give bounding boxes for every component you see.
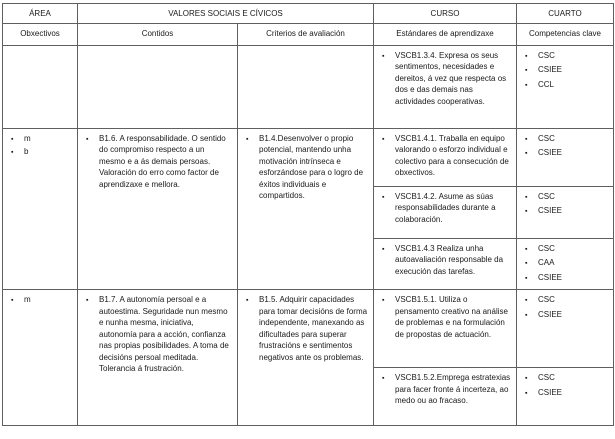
table-row bbox=[3, 128, 614, 186]
estandar-cell bbox=[374, 128, 517, 186]
header-contidos: Contidos bbox=[78, 23, 238, 45]
estandar-text: VSCB1.4.3 Realiza unha autoavaliación responsable da execución das tarefas. bbox=[395, 243, 504, 276]
bullet-icon bbox=[379, 191, 395, 204]
bullet-icon bbox=[522, 372, 538, 385]
estandar-cell bbox=[374, 368, 517, 426]
bullet-icon bbox=[8, 294, 24, 307]
competencia-tag: CSC bbox=[538, 191, 555, 201]
obxectivos-cell bbox=[3, 128, 78, 290]
header-area: ÁREA bbox=[3, 4, 78, 24]
bullet-icon bbox=[522, 257, 538, 270]
header-subject: VALORES SOCIAIS E CÍVICOS bbox=[78, 4, 374, 24]
competencia-tag: CSIEE bbox=[538, 206, 563, 215]
estandar-text: VSCB1.3.4. Expresa os seus sentimentos, necesidades e dereitos, á vez que respecta os dos e das demais nas actividades cooperativas. bbox=[395, 50, 507, 106]
bullet-icon bbox=[83, 133, 99, 146]
bullet-icon bbox=[522, 191, 538, 204]
estandar-cell bbox=[374, 290, 517, 368]
competencias-cell bbox=[517, 186, 614, 238]
bullet-icon bbox=[522, 205, 538, 218]
competencia-tag: CSIEE bbox=[538, 65, 563, 74]
bullet-icon bbox=[83, 294, 99, 307]
contidos-cell bbox=[78, 45, 238, 128]
estandar-cell bbox=[374, 238, 517, 290]
criterio-text: B1.5. Adquirir capacidades para tomar decisións de forma independente, manexando as dificultades para superar frustracións e sentimentos negativos ante os problemas. bbox=[259, 295, 368, 362]
competencia-tag: CCL bbox=[538, 79, 555, 89]
header-row-1 bbox=[3, 4, 614, 24]
table-row bbox=[3, 290, 614, 368]
competencia-tag: CSC bbox=[538, 243, 555, 253]
bullet-icon bbox=[379, 133, 395, 146]
header-obxectivos: Obxectivos bbox=[3, 23, 78, 45]
header-competencias: Competencias clave bbox=[517, 23, 614, 45]
criterio-text: B1.4.Desenvolver o propio potencial, mantendo unha motivación intrínseca e esforzándose para o logro de éxitos individuais e compartidos. bbox=[259, 133, 364, 200]
contidos-cell bbox=[78, 128, 238, 290]
criterios-cell bbox=[238, 45, 374, 128]
estandar-text: VSCB1.4.2. Asume as súas responsabilidades durante a colaboración. bbox=[395, 191, 496, 224]
bullet-icon bbox=[379, 50, 395, 63]
bullet-icon bbox=[243, 133, 259, 146]
obxectivos-cell bbox=[3, 290, 78, 426]
estandar-text: VSCB1.5.2.Emprega estratexias para facer fronte á incerteza, ao medo ou ao fracaso. bbox=[395, 373, 511, 405]
contidos-cell bbox=[78, 290, 238, 426]
competencias-cell bbox=[517, 128, 614, 186]
competencia-tag: CAA bbox=[538, 258, 555, 267]
bullet-icon bbox=[522, 272, 538, 285]
curriculum-table bbox=[2, 3, 614, 426]
obxectivo-item: m bbox=[24, 133, 31, 143]
bullet-icon bbox=[522, 64, 538, 77]
estandar-text: VSCB1.4.1. Traballa en equipo valorando o esforzo individual e colectivo para a consecución de obxectivos. bbox=[395, 133, 509, 177]
competencia-tag: CSIEE bbox=[538, 148, 563, 157]
bullet-icon bbox=[522, 387, 538, 400]
competencia-tag: CSC bbox=[538, 295, 555, 304]
header-estandares: Estándares de aprendizaxe bbox=[374, 23, 517, 45]
competencia-tag: CSC bbox=[538, 133, 555, 143]
competencias-cell bbox=[517, 368, 614, 426]
competencia-tag: CSIEE bbox=[538, 272, 563, 282]
bullet-icon bbox=[522, 309, 538, 322]
competencia-tag: CSIEE bbox=[538, 387, 563, 397]
competencia-tag: CSC bbox=[538, 373, 555, 382]
competencias-cell bbox=[517, 290, 614, 368]
competencia-tag: CSC bbox=[538, 50, 555, 60]
obxectivo-item: m bbox=[24, 295, 31, 304]
bullet-icon bbox=[243, 294, 259, 307]
bullet-icon bbox=[8, 146, 24, 159]
competencia-tag: CSIEE bbox=[538, 309, 563, 319]
obxectivo-item: b bbox=[24, 147, 29, 156]
bullet-icon bbox=[379, 372, 395, 385]
header-cuarto: CUARTO bbox=[517, 4, 614, 24]
obxectivos-cell bbox=[3, 45, 78, 128]
bullet-icon bbox=[8, 133, 24, 146]
estandar-cell bbox=[374, 186, 517, 238]
estandar-cell bbox=[374, 45, 517, 128]
table-row bbox=[3, 45, 614, 128]
competencias-cell bbox=[517, 238, 614, 290]
bullet-icon bbox=[522, 50, 538, 63]
bullet-icon bbox=[522, 133, 538, 146]
estandar-text: VSCB1.5.1. Utiliza o pensamento creativo na análise de problemas e na formulación de propostas de actuación. bbox=[395, 295, 508, 339]
criterios-cell bbox=[238, 128, 374, 290]
contido-text: B1.7. A autonomía persoal e a autoestima. Seguridade nun mesmo e nunha mesma, iniciativa, autonomía para a acción, confianza nas propias posibilidades. A toma de decisións persoal meditada. Tolerancia á frustración. bbox=[99, 295, 229, 373]
header-row-2 bbox=[3, 23, 614, 45]
competencias-cell bbox=[517, 45, 614, 128]
bullet-icon bbox=[379, 243, 395, 256]
bullet-icon bbox=[522, 79, 538, 92]
criterios-cell bbox=[238, 290, 374, 426]
bullet-icon bbox=[522, 147, 538, 160]
contido-text: B1.6. A responsabilidade. O sentido do compromiso respecto a un mesmo e a ás demais persoas. Valoración do erro como factor de aprendizaxe e mellora. bbox=[99, 133, 226, 189]
bullet-icon bbox=[522, 294, 538, 307]
bullet-icon bbox=[379, 294, 395, 307]
header-curso: CURSO bbox=[374, 4, 517, 24]
header-criterios: Criterios de avaliación bbox=[238, 23, 374, 45]
bullet-icon bbox=[522, 243, 538, 256]
